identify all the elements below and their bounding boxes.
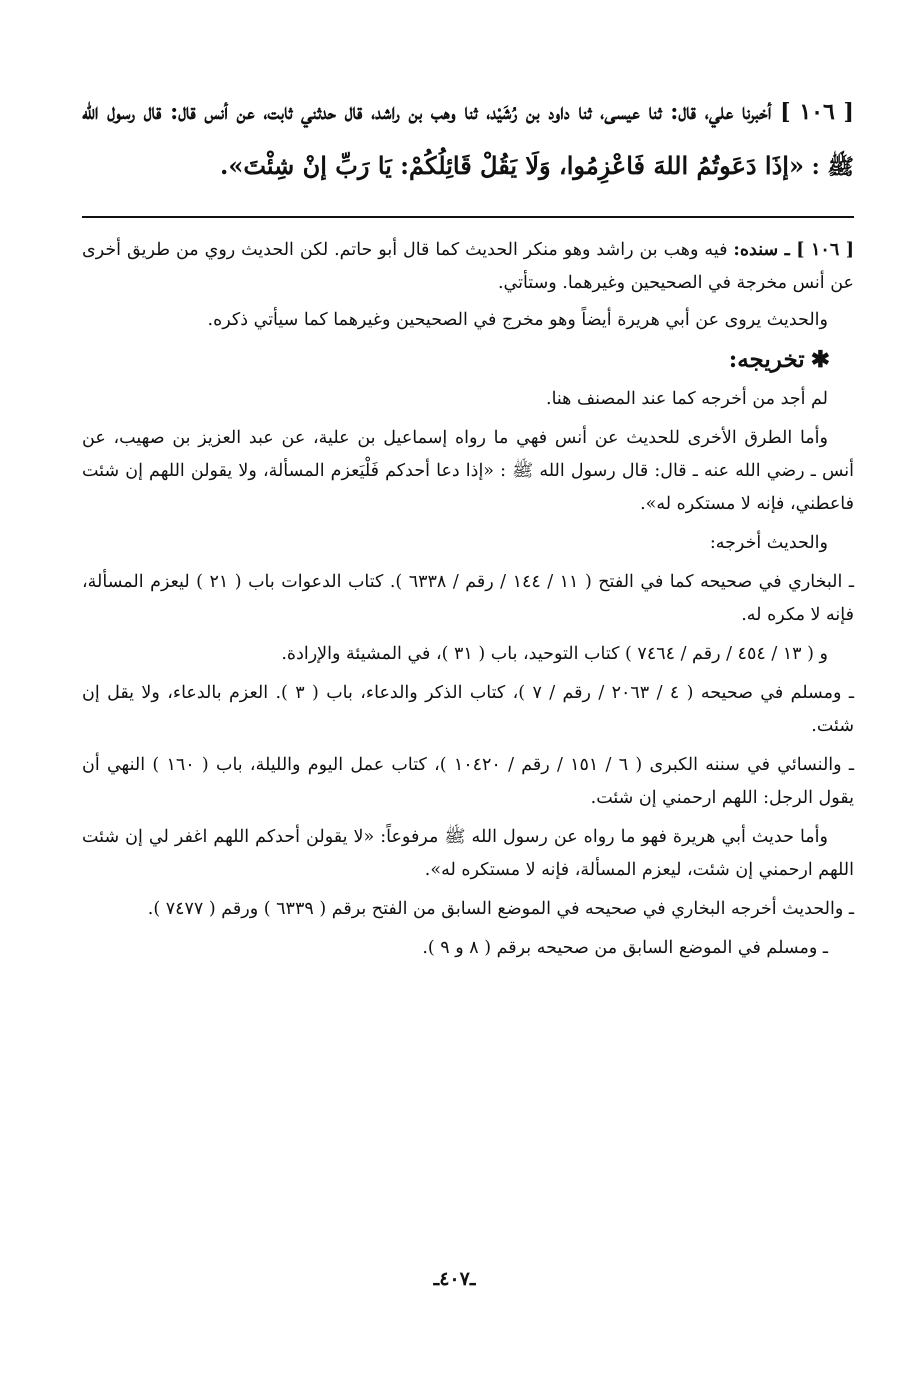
abu-hurayra-note: والحديث يروى عن أبي هريرة أيضاً وهو مخرج في الصحيحين وغيرهما كما سيأتي ذكره. <box>207 310 828 330</box>
muslim-reference: ـ ومسلم في صحيحه ( ٤ / ٢٠٦٣ / رقم / ٧ )، كتاب الذكر والدعاء، باب ( ٣ ). العزم بالدعاء، ولا يقل إن شئت. <box>82 683 854 736</box>
other-routes-note: وأما الطرق الأخرى للحديث عن أنس فهي ما رواه إسماعيل بن علية، عن عبد العزيز بن صهيب، عن أنس ـ رضي الله عنه ـ قال: قال رسول الله ﷺ : «إذا دعا أحدكم فَلْيَعزم المسألة، ولا يقولن اللهم إن شئت فاعطني، فإنه لا مستكره له». <box>82 428 854 514</box>
asterisk-icon: ✱ <box>810 346 830 373</box>
bukhari-reference: ـ البخاري في صحيحه كما في الفتح ( ١١ / ١٤٤ / رقم / ٦٣٣٨ ). كتاب الدعوات باب ( ٢١ ) ليعزم المسألة، فإنه لا مكره له. <box>82 572 854 625</box>
footnote-divider <box>82 216 854 218</box>
page-content <box>82 86 854 969</box>
hadith-number: [ ١٠٦ ] <box>780 99 854 125</box>
muslim-abu-hurayra-reference: ـ ومسلم في الموضع السابق من صحيحه برقم ( ٨ و ٩ ). <box>422 938 828 958</box>
takhrij-label: والحديث أخرجه: <box>709 533 828 553</box>
isnad-note <box>82 234 854 300</box>
takhrij-heading <box>82 341 830 379</box>
isnad-label: [ ١٠٦ ] ـ سنده: <box>733 240 854 260</box>
abu-hurayra-hadith: وأما حديث أبي هريرة فهو ما رواه عن رسول الله ﷺ مرفوعاً: «لا يقولن أحدكم اللهم اغفر لي إن شئت اللهم ارحمني إن شئت، ليعزم المسألة، فإنه لا مستكره له». <box>82 827 854 880</box>
hadith-chain: أخبرنا علي، قال: ثنا عيسى، ثنا داود بن رُشَيْد، ثنا وهب بن راشد، قال حدثني ثابت، عن أنس قال: قال رسول الله ﷺ : <box>82 99 854 180</box>
not-found-note: لم أجد من أخرجه كما عند المصنف هنا. <box>546 389 828 409</box>
hadith-text <box>82 86 854 194</box>
takhrij-heading-text: تخريجه: <box>728 346 805 373</box>
nasai-reference: ـ والنسائي في سننه الكبرى ( ٦ / ١٥١ / رقم / ١٠٤٢٠ )، كتاب عمل اليوم والليلة، باب ( ١٦٠ ) النهي أن يقول الرجل: اللهم ارحمني إن شئت. <box>82 755 854 808</box>
hadith-matn: «إذَا دَعَوتُمُ اللهَ فَاعْزِمُوا، وَلَا يَقُلْ قَائِلُكُمْ: يَا رَبِّ إنْ شِئْتَ». <box>220 151 804 180</box>
bukhari-second-reference: و ( ١٣ / ٤٥٤ / رقم / ٧٤٦٤ ) كتاب التوحيد، باب ( ٣١ )، في المشيئة والإرادة. <box>281 644 828 664</box>
commentary <box>82 234 854 965</box>
page-number: ـ٤٠٧ـ <box>433 1268 476 1290</box>
isnad-text: فيه وهب بن راشد وهو منكر الحديث كما قال أبو حاتم. لكن الحديث روي من طريق أخرى عن أنس مخرجة في الصحيحين وغيرهما. وستأتي. <box>82 240 854 293</box>
bukhari-abu-hurayra-reference: ـ والحديث أخرجه البخاري في صحيحه في الموضع السابق من الفتح برقم ( ٦٣٣٩ ) ورقم ( ٧٤٧٧ ). <box>147 899 854 919</box>
